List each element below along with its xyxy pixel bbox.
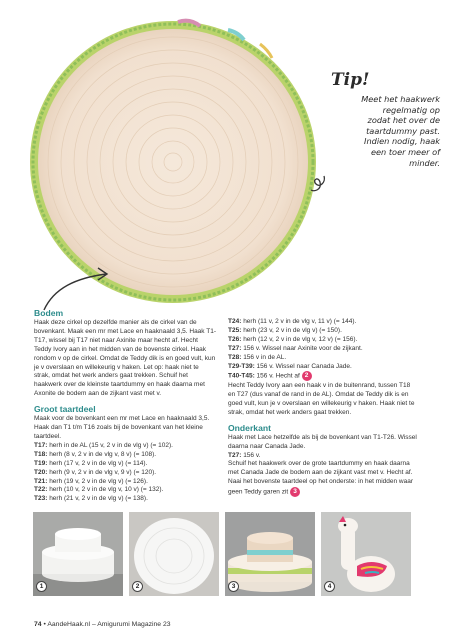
photo-cake-dummies xyxy=(33,512,123,596)
row-instruction: T29-T39: 156 v. Wissel naar Canada Jade. xyxy=(228,362,352,370)
photo-strip xyxy=(33,512,411,596)
step-badge: 2 xyxy=(302,371,312,381)
tip-title: Tip! xyxy=(331,70,370,90)
footer-bullet: • xyxy=(43,621,46,628)
photo-llama xyxy=(321,512,411,596)
row-instruction: T17: herh in de AL (15 v, 2 v in de vlg v) (= 102). xyxy=(34,441,173,449)
footer-text: AandeHaak.nl – Amigurumi Magazine 23 xyxy=(47,621,171,628)
right-column xyxy=(228,318,418,498)
left-column xyxy=(34,308,216,504)
step-badge: 3 xyxy=(290,487,300,497)
page-footer xyxy=(34,621,171,628)
onderkant-text: Haak met Lace hetzelfde als bij de bovenkant van T1-T26. Wissel daarna naar Canada Jade. xyxy=(228,433,417,450)
photo-crochet-top xyxy=(129,512,219,596)
page-number: 74 xyxy=(34,621,42,628)
photo-number: 1 xyxy=(36,581,47,592)
row-instruction: T27: 156 v. xyxy=(228,451,261,459)
row-instruction: T22: herh (10 v, 2 v in de vlg v, 10 v) (= 132). xyxy=(34,486,164,494)
row-instruction: T19: herh (17 v, 2 v in de vlg v) (= 114). xyxy=(34,459,148,467)
photo-number: 2 xyxy=(132,581,143,592)
swirl-icon xyxy=(308,172,330,194)
row-instruction: T24: herh (11 v, 2 v in de vlg v, 11 v) (= 144). xyxy=(228,318,357,325)
bodem-text: Haak deze cirkel op dezelfde manier als de cirkel van de bovenkant. Maak een mr met Lace en haaknaald 3,5. Haak T1-T17, wissel bij T17 niet naar Axinite maar hecht af. Hecht Teddy Ivory aan in het midden van de bovenste cirkel. Haak rondom v op de cirkel. Omdat de Teddy dik is en goed vult, kun je v overslaan en willekeurig v haken. Let op: haak niet te strak, omdat het werk anders gaat trekken. Schuif het haakwerk over de kleinste taartdummy en haak daarna met Axonite de bodem aan de zijkant vast met v. xyxy=(34,319,216,398)
teddy-text: Hecht Teddy Ivory aan een haak v in de buitenrand, tussen T18 en T27 (dus vanaf de rand in de AL). Omdat de Teddy dik is en goed vult, kun je v overslaan en willekeurig v haken. Haak niet te strak, omdat het werk anders gaat trekken. xyxy=(228,382,415,416)
heading-bodem: Bodem xyxy=(34,308,64,318)
row-instruction: T21: herh (19 v, 2 v in de vlg v) (= 126). xyxy=(34,477,148,485)
groot-intro: Maak voor de bovenkant een mr met Lace en haaknaald 3,5. Haak dan T1 t/m T16 zoals bij de bovenkant van het kleine taartdeel. xyxy=(34,415,210,440)
row-instruction: T27: 156 v. Wissel naar Axinite voor de zijkant. xyxy=(228,344,363,352)
row-instruction: T26: herh (12 v, 2 v in de vlg v, 12 v) (= 156). xyxy=(228,335,358,343)
photo-number: 4 xyxy=(324,581,335,592)
row-instruction: T28: 156 v in de AL. xyxy=(228,353,287,361)
row-instruction: T25: herh (23 v, 2 v in de vlg v) (= 150). xyxy=(228,326,342,334)
row-instruction: T20: herh (9 v, 2 v in de vlg v, 9 v) (= 120). xyxy=(34,468,157,476)
tip-text: Meet het haakwerk regelmatig op zodat het over de taartdummy past. Indien nodig, haak een toer meer of minder. xyxy=(361,94,440,168)
heading-groot-taartdeel: Groot taartdeel xyxy=(34,404,96,415)
photo-crochet-cake xyxy=(225,512,315,596)
row-instruction: T40-T45: 156 v. Hecht af 2 xyxy=(228,371,418,382)
onderkant-text: Naai het bovenste taartdeel op het onderste: in het midden waar geen Teddy garen zit 3 xyxy=(228,478,414,496)
row-instruction: T18: herh (8 v, 2 v in de vlg v, 8 v) (= 108). xyxy=(34,450,157,458)
photo-number: 3 xyxy=(228,581,239,592)
heading-onderkant: Onderkant xyxy=(228,422,271,433)
onderkant-text: Schuif het haakwerk over de grote taartdummy en haak daarna met Canada Jade de bodem aan de zijkant vast met v. Hecht af. xyxy=(228,460,413,477)
row-instruction: T23: herh (21 v, 2 v in de vlg v) (= 138). xyxy=(34,495,148,503)
